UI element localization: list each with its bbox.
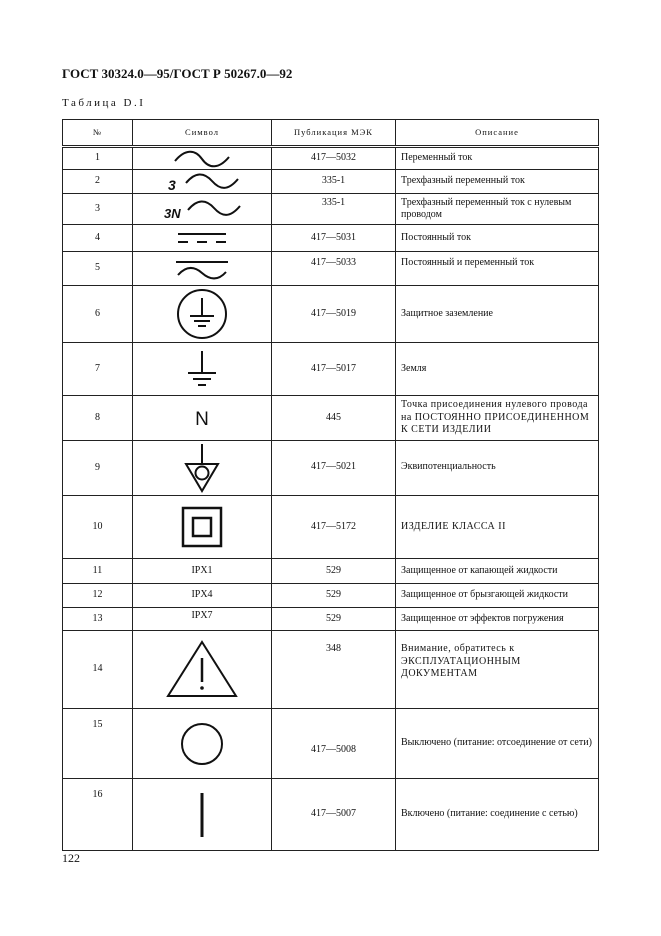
description-cell: Внимание, обратитесь к ЭКСПЛУАТАЦИОННЫМ ДОКУМЕНТАМ (396, 631, 599, 709)
symbol-cell (133, 441, 272, 496)
description-cell: Эквипотенциальность (396, 441, 599, 496)
symbols-table (62, 119, 599, 851)
class-ii-equipment-icon (180, 505, 224, 549)
publication-cell: 417—5008 (272, 709, 396, 779)
description-cell: Включено (питание: соединение с сетью) (396, 779, 599, 851)
table-row (63, 709, 599, 779)
symbol-cell (133, 779, 272, 851)
description-cell: Постоянный и переменный ток (396, 252, 599, 286)
page-number: 122 (62, 851, 80, 865)
earth-ground-icon (182, 347, 222, 391)
table-row (63, 170, 599, 194)
table-row (63, 286, 599, 343)
description-cell: Защищенное от капающей жидкости (396, 559, 599, 584)
publication-cell: 417—5172 (272, 496, 396, 559)
publication-cell: 417—5032 (272, 147, 396, 170)
description-cell: Трехфазный переменный ток с нулевым проводом (396, 194, 599, 225)
ipx4-text: IPX4 (133, 584, 272, 608)
symbol-cell (133, 147, 272, 170)
table-row (63, 496, 599, 559)
publication-cell: 445 (272, 396, 396, 441)
description-cell: Постоянный ток (396, 225, 599, 252)
symbol-cell (133, 252, 272, 286)
row-number: 1 (63, 147, 133, 170)
row-number: 12 (63, 584, 133, 608)
dc-current-icon (174, 228, 230, 248)
row-number: 2 (63, 170, 133, 194)
publication-cell: 348 (272, 631, 396, 709)
column-header-description: Описание (396, 120, 599, 147)
document-header: ГОСТ 30324.0—95/ГОСТ Р 50267.0—92 (62, 66, 293, 81)
row-number: 14 (63, 631, 133, 709)
row-number: 15 (63, 709, 133, 779)
table-row (63, 559, 599, 584)
publication-cell: 417—5007 (272, 779, 396, 851)
table-row (63, 608, 599, 631)
table-row (63, 441, 599, 496)
symbol-cell (133, 194, 272, 225)
symbol-cell (133, 709, 272, 779)
description-cell: Защищенное от эффектов погружения (396, 608, 599, 631)
three-phase-neutral-ac-icon (162, 196, 242, 222)
publication-cell: 417—5031 (272, 225, 396, 252)
publication-cell: 529 (272, 584, 396, 608)
three-phase-ac-icon (162, 171, 242, 193)
ac-dc-current-icon (172, 255, 232, 283)
row-number: 9 (63, 441, 133, 496)
table-row (63, 779, 599, 851)
symbol-cell (133, 225, 272, 252)
ipx7-text: IPX7 (133, 608, 272, 631)
publication-cell: 417—5019 (272, 286, 396, 343)
description-cell: Защищенное от брызгающей жидкости (396, 584, 599, 608)
description-cell: Земля (396, 343, 599, 396)
description-cell: Выключено (питание: отсоединение от сети) (396, 709, 599, 779)
attention-warning-icon (164, 638, 240, 702)
table-row (63, 225, 599, 252)
description-cell: ИЗДЕЛИЕ КЛАССА II (396, 496, 599, 559)
neutral-point-icon (187, 403, 217, 433)
publication-cell: 335-1 (272, 194, 396, 225)
column-header-publication: Публикация МЭК (272, 120, 396, 147)
publication-cell: 529 (272, 559, 396, 584)
ipx1-text: IPX1 (133, 559, 272, 584)
three-phase-neutral-label: 3N (164, 206, 181, 221)
description-cell: Переменный ток (396, 147, 599, 170)
table-header-row (63, 120, 599, 147)
symbol-cell (133, 286, 272, 343)
row-number: 10 (63, 496, 133, 559)
symbol-cell (133, 170, 272, 194)
power-on-icon (192, 790, 212, 840)
description-cell: Точка присоединения нулевого провода на ПОСТОЯННО ПРИСОЕДИНЕННОМ К СЕТИ ИЗДЕЛИИ (396, 396, 599, 441)
row-number: 6 (63, 286, 133, 343)
table-row (63, 343, 599, 396)
three-phase-label: 3 (168, 176, 176, 193)
symbol-cell (133, 631, 272, 709)
publication-cell: 417—5017 (272, 343, 396, 396)
description-cell: Трехфазный переменный ток (396, 170, 599, 194)
symbol-cell (133, 496, 272, 559)
publication-cell: 417—5033 (272, 252, 396, 286)
column-header-number: № (63, 120, 133, 147)
ac-wave-icon (172, 149, 232, 169)
table-row (63, 194, 599, 225)
table-row (63, 631, 599, 709)
row-number: 8 (63, 396, 133, 441)
column-header-symbol: Символ (133, 120, 272, 147)
neutral-point-label: N (195, 409, 209, 430)
row-number: 3 (63, 194, 133, 225)
symbol-cell (133, 343, 272, 396)
symbol-cell (133, 396, 272, 441)
protective-earth-icon (175, 287, 229, 341)
table-caption: Таблица D.I (62, 97, 146, 109)
row-number: 16 (63, 779, 133, 851)
publication-cell: 417—5021 (272, 441, 396, 496)
publication-cell: 529 (272, 608, 396, 631)
equipotential-icon (182, 442, 222, 494)
table-row (63, 252, 599, 286)
table-row (63, 147, 599, 170)
row-number: 4 (63, 225, 133, 252)
table-row (63, 584, 599, 608)
description-cell: Защитное заземление (396, 286, 599, 343)
table-row (63, 396, 599, 441)
row-number: 5 (63, 252, 133, 286)
row-number: 11 (63, 559, 133, 584)
power-off-icon (178, 720, 226, 768)
publication-cell: 335-1 (272, 170, 396, 194)
row-number: 13 (63, 608, 133, 631)
row-number: 7 (63, 343, 133, 396)
